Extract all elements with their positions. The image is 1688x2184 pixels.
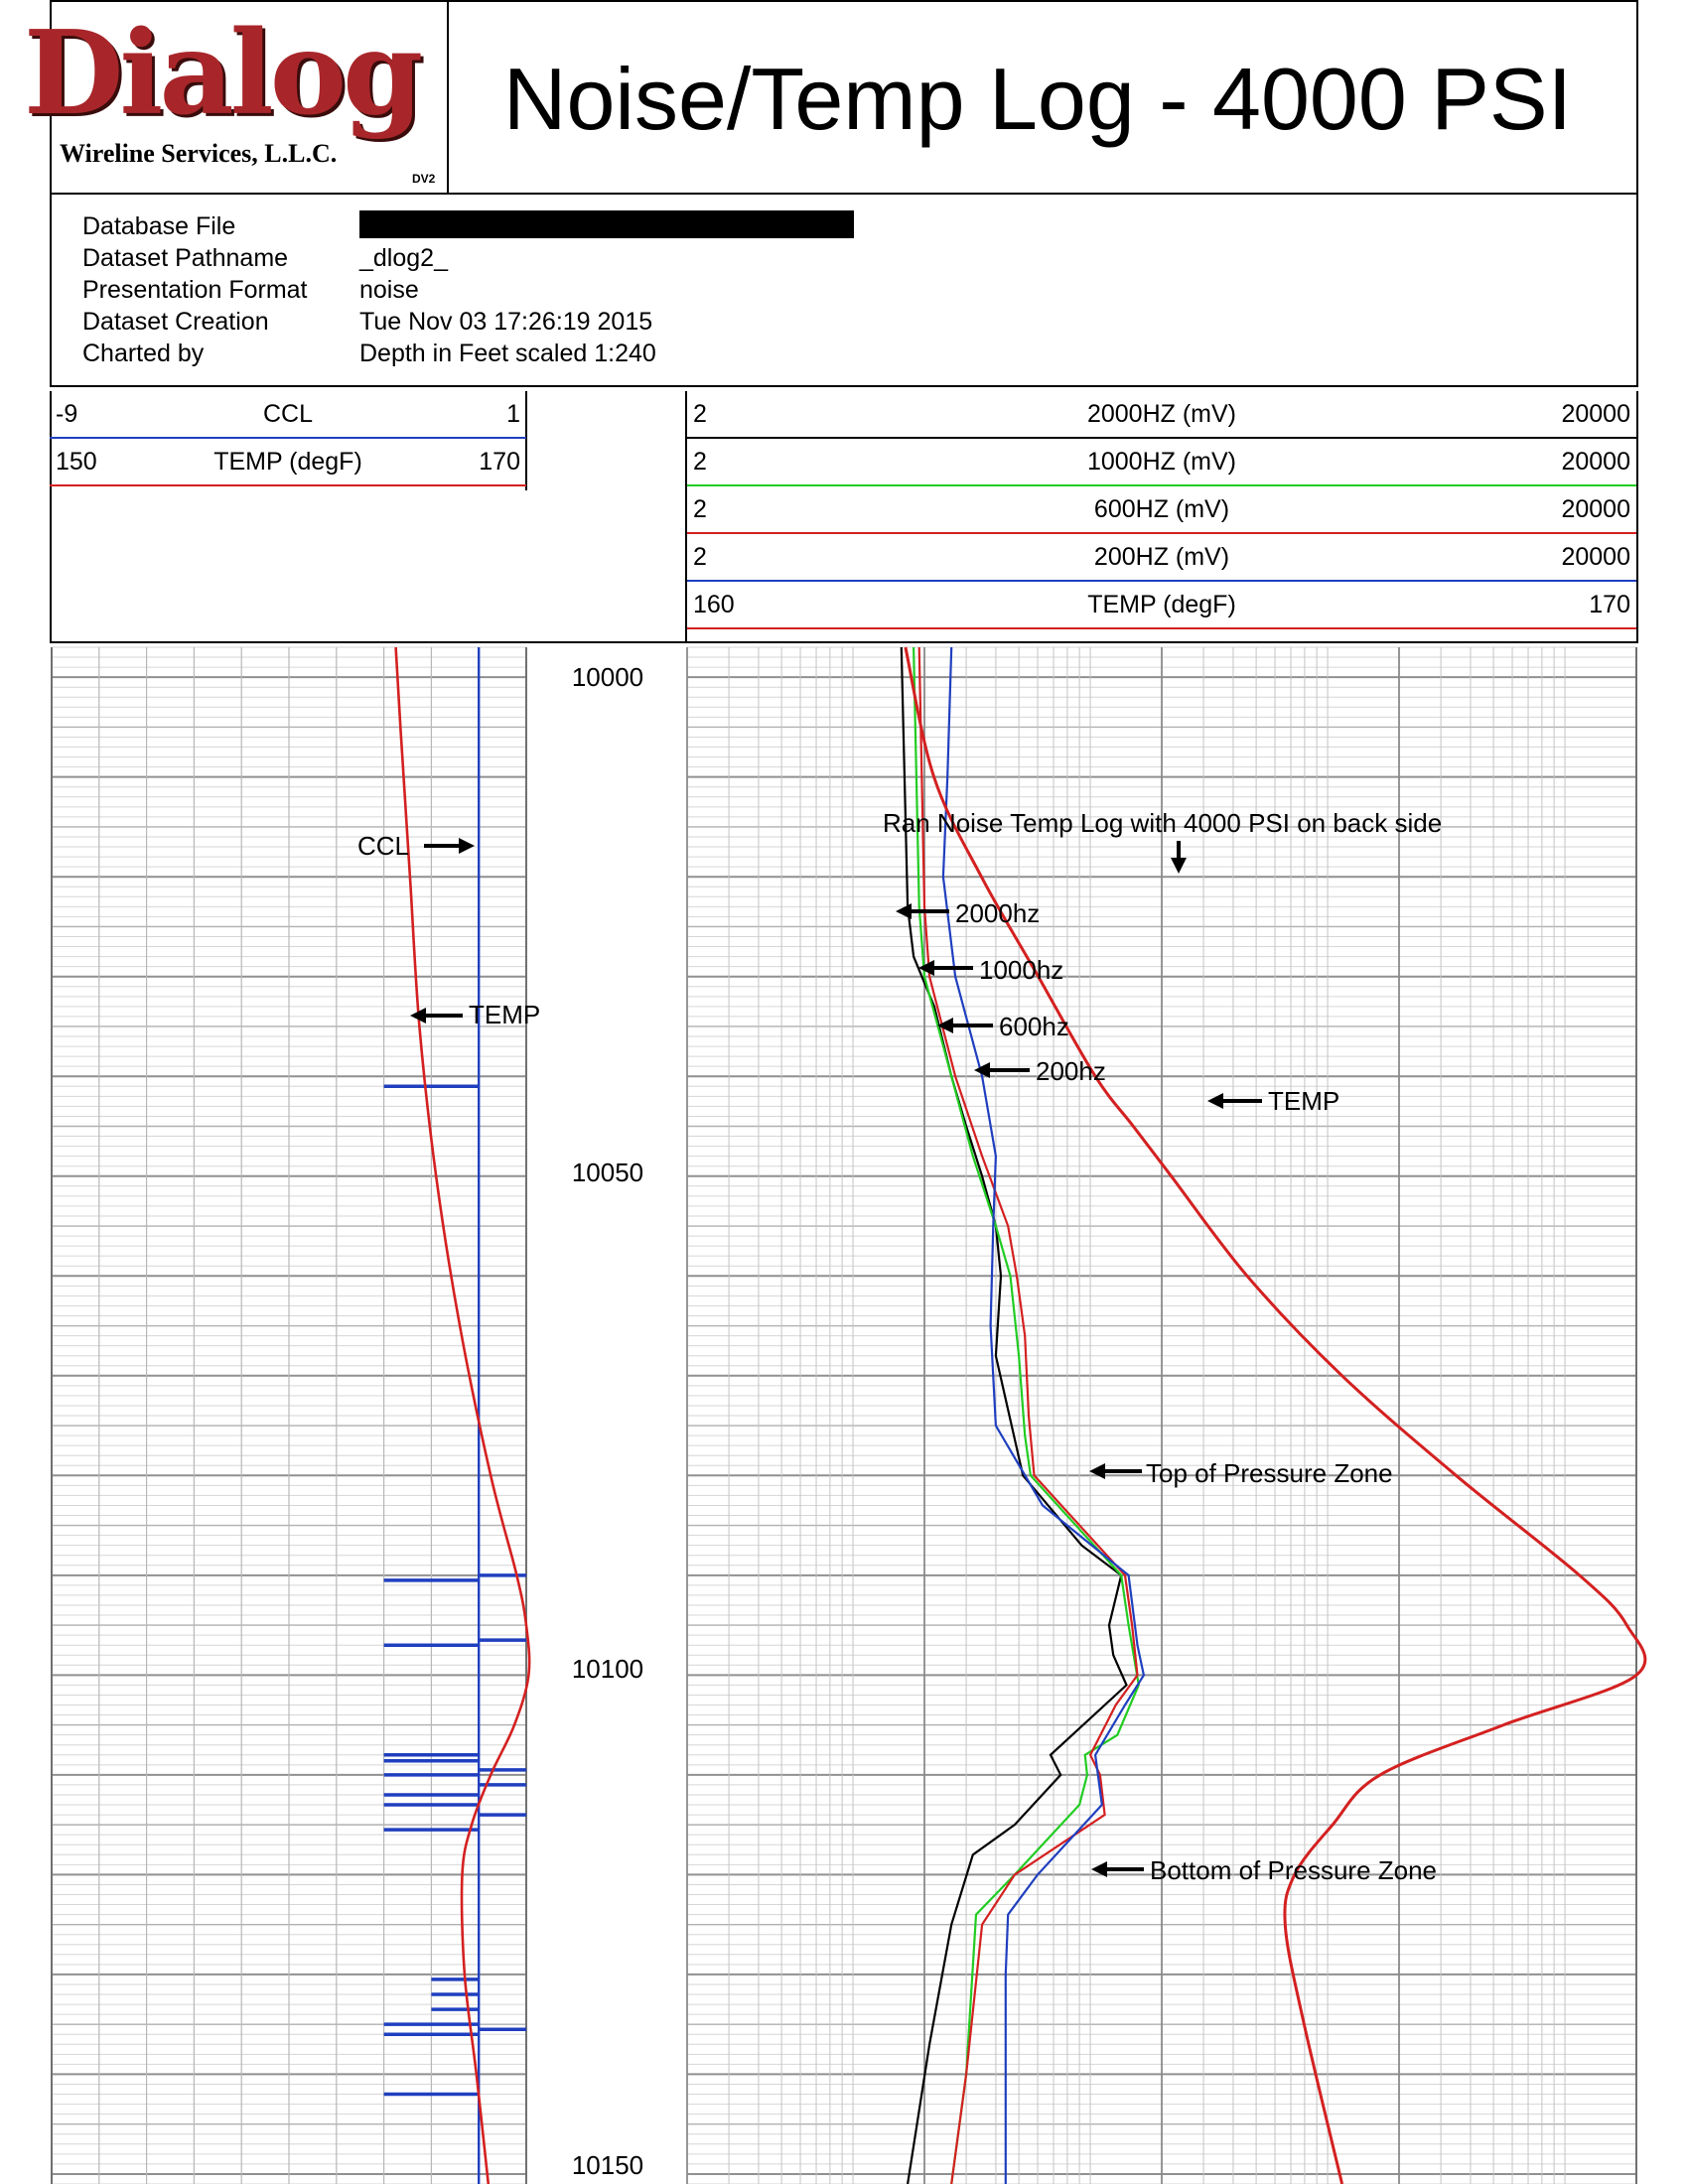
- temp-right-min: 160: [693, 591, 735, 618]
- annotation-2000hz: 2000hz: [955, 898, 1041, 928]
- info-label-database-file: Database File: [82, 212, 236, 240]
- info-value-charted-by: Depth in Feet scaled 1:240: [359, 340, 656, 367]
- annotation-temp-right: TEMP: [1268, 1086, 1340, 1116]
- info-value-dataset-creation: Tue Nov 03 17:26:19 2015: [359, 308, 653, 336]
- annotation-bottom-pressure-zone: Bottom of Pressure Zone: [1150, 1855, 1438, 1885]
- annotation-top-pressure-zone: Top of Pressure Zone: [1146, 1458, 1393, 1488]
- annotation-ccl: CCL: [357, 831, 410, 861]
- info-value-presentation-format: noise: [359, 276, 419, 304]
- hz200-name: 200HZ (mV): [1093, 543, 1230, 571]
- annotation-ran: Ran Noise Temp Log with 4000 PSI on back side: [883, 808, 1443, 838]
- logo-tag: DV2: [412, 172, 436, 186]
- logo-word: Dialog: [23, 6, 420, 141]
- depth-label-10000: 10000: [571, 662, 644, 692]
- annotation-temp-left: TEMP: [469, 1000, 541, 1029]
- hz600-name: 600HZ (mV): [1093, 495, 1230, 523]
- temp-right-max: 170: [1589, 591, 1630, 618]
- page-title: Noise/Temp Log - 4000 PSI: [502, 50, 1573, 148]
- temp-left-max: 170: [479, 448, 520, 476]
- ccl-min: -9: [56, 400, 78, 428]
- depth-label-10150: 10150: [571, 2150, 644, 2180]
- info-label-dataset-creation: Dataset Creation: [82, 308, 269, 336]
- hz2000-name: 2000HZ (mV): [1086, 400, 1237, 428]
- annotation-arrows: [410, 838, 1262, 1877]
- ccl-max: 1: [506, 400, 520, 428]
- hz200-min: 2: [693, 543, 707, 571]
- hz1000-max: 20000: [1561, 448, 1630, 476]
- arrow-ran-head: [1171, 858, 1187, 874]
- arrow-600hz: [937, 1018, 993, 1033]
- ccl-name: CCL: [262, 400, 313, 428]
- annotation-200hz: 200hz: [1036, 1056, 1106, 1086]
- depth-label-10100: 10100: [571, 1654, 644, 1684]
- annotation-600hz: 600hz: [999, 1012, 1069, 1041]
- hz200-max: 20000: [1561, 543, 1630, 571]
- info-label-dataset-pathname: Dataset Pathname: [82, 244, 289, 272]
- grid-layer: [52, 647, 1636, 2184]
- info-label-presentation-format: Presentation Format: [82, 276, 308, 304]
- temp-left-name: TEMP (degF): [213, 448, 362, 476]
- logo-subtitle: Wireline Services, L.L.C.: [60, 139, 338, 168]
- arrow-1000hz: [918, 960, 973, 976]
- info-label-charted-by: Charted by: [82, 340, 205, 367]
- info-value-dataset-pathname: _dlog2_: [359, 244, 448, 272]
- hz1000-min: 2: [693, 448, 707, 476]
- depth-label-10050: 10050: [571, 1158, 644, 1187]
- hz600-min: 2: [693, 495, 707, 523]
- temp-right-name: TEMP (degF): [1087, 591, 1236, 618]
- hz2000-max: 20000: [1561, 400, 1630, 428]
- arrow-ccl-head: [459, 838, 475, 854]
- temp-left-min: 150: [56, 448, 97, 476]
- hz1000-name: 1000HZ (mV): [1086, 448, 1237, 476]
- hz600-max: 20000: [1561, 495, 1630, 523]
- annotation-1000hz: 1000hz: [979, 955, 1064, 985]
- hz2000-min: 2: [693, 400, 707, 428]
